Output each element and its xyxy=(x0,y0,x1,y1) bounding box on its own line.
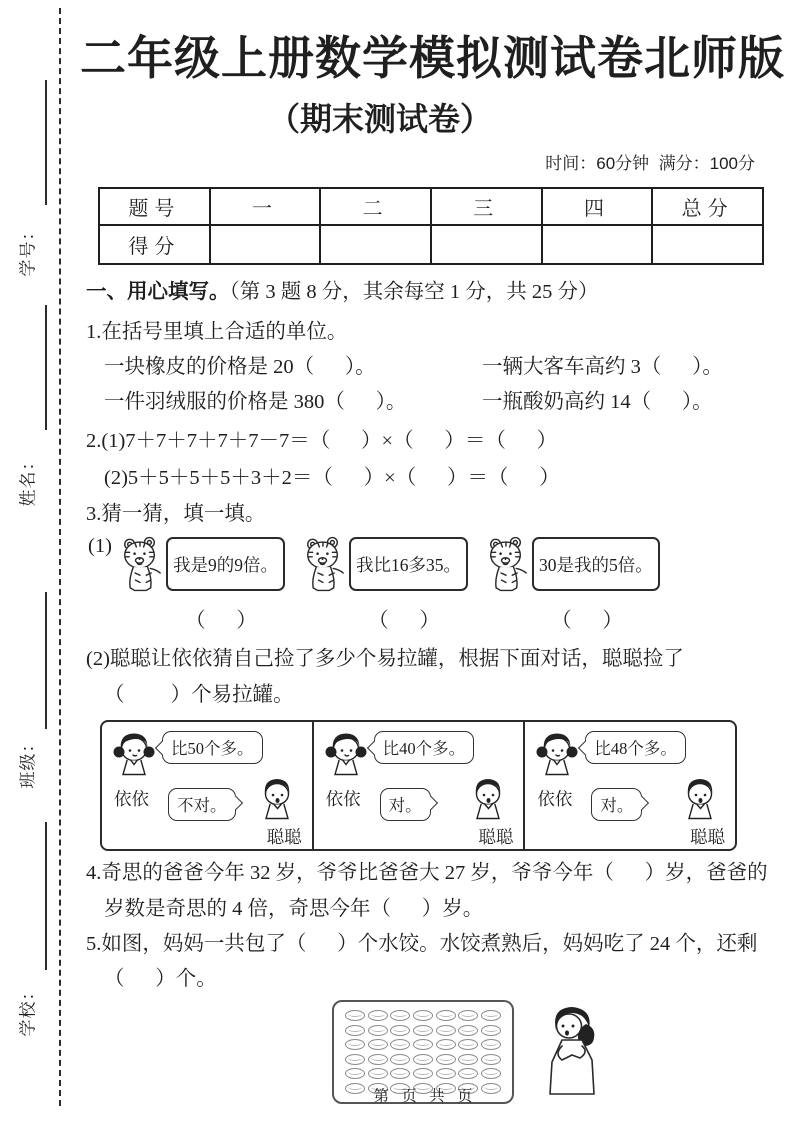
tiger-icon xyxy=(118,533,170,595)
dumpling-icon xyxy=(481,1068,501,1079)
girl-name: 依依 xyxy=(325,789,361,809)
dumpling-icon xyxy=(390,1025,410,1036)
tiger-icon xyxy=(301,533,353,595)
score-table xyxy=(98,187,764,265)
question-3-part-1 xyxy=(80,533,770,633)
dumpling-icon xyxy=(345,1054,365,1065)
boy-avatar xyxy=(466,775,510,827)
dumpling-icon xyxy=(481,1039,501,1050)
exam-meta: 时间：60分钟 满分：100分 xyxy=(545,154,755,173)
dumpling-icon xyxy=(413,1025,433,1036)
question-2-line-2: (2)5＋5＋5＋5＋3＋2＝（ ）×（ ）＝（ ） xyxy=(104,467,560,489)
section-one-heading-note: （第 3 题 8 分，其余每空 1 分，共 25 分） xyxy=(229,281,599,303)
student-name-blank-line xyxy=(45,305,47,430)
girl-avatar xyxy=(534,729,580,783)
dumpling-icon xyxy=(345,1039,365,1050)
tiger-riddle-group xyxy=(484,533,667,633)
girl-speech-bubble: 比48个多。 xyxy=(585,731,686,764)
score-header-cell: 题号 xyxy=(99,188,210,225)
boy-speech-bubble: 对。 xyxy=(591,788,642,821)
question-4-line-2: 岁数是奇思的 4 倍，奇思今年（ ）岁。 xyxy=(104,898,484,920)
dumpling-icon xyxy=(390,1068,410,1079)
score-header-cell: 二 xyxy=(320,188,431,225)
score-cell xyxy=(431,225,542,264)
school-blank-line xyxy=(45,822,47,970)
dialog-panel xyxy=(525,722,735,849)
dialog-panel xyxy=(102,722,314,849)
dumpling-icon xyxy=(481,1010,501,1021)
dumpling-icon xyxy=(368,1010,388,1021)
question-5-line-2: （ ）个。 xyxy=(104,968,217,990)
part-1-label: (1) xyxy=(88,535,112,557)
dumpling-icon xyxy=(436,1039,456,1050)
dumpling-icon xyxy=(368,1039,388,1050)
school-label: 学校： xyxy=(18,982,38,1037)
boy-speech-bubble: 对。 xyxy=(380,788,431,821)
boy-avatar xyxy=(678,775,722,827)
page-title: 二年级上册数学模拟测试卷北师版 xyxy=(80,32,785,84)
dumpling-icon xyxy=(458,1054,478,1065)
question-1-row xyxy=(80,389,770,416)
question-3-part-2-line-1: (2)聪聪让依依猜自己捡了多少个易拉罐，根据下面对话，聪聪捡了 xyxy=(86,648,684,670)
question-1-stem: 1.在括号里填上合适的单位。 xyxy=(86,321,348,343)
answer-blank: （ ） xyxy=(185,610,257,632)
tiger-icon xyxy=(484,533,536,595)
dumpling-icon xyxy=(368,1054,388,1065)
student-name-label: 姓名： xyxy=(18,452,38,507)
q1-item-jacket: 一件羽绒服的价格是 380（ ）。 xyxy=(104,391,407,413)
tiger-sign: 我比16多35。 xyxy=(349,537,468,591)
q1-item-bus: 一辆大客车高约 3（ ）。 xyxy=(482,356,723,378)
dumpling-icon xyxy=(436,1068,456,1079)
score-cell xyxy=(210,225,321,264)
class-blank-line xyxy=(45,592,47,729)
score-table-score-row xyxy=(99,225,763,264)
question-4-line-1: 4.奇思的爸爸今年 32 岁，爷爷比爸爸大 27 岁，爷爷今年（ ）岁，爸爸的 xyxy=(86,862,768,884)
score-table-header-row xyxy=(99,188,763,225)
page-subtitle: （期末测试卷） xyxy=(267,101,492,137)
boy-avatar xyxy=(255,775,299,827)
dumpling-icon xyxy=(390,1054,410,1065)
score-header-cell: 总分 xyxy=(652,188,763,225)
dumpling-icon xyxy=(368,1068,388,1079)
dumpling-icon xyxy=(436,1025,456,1036)
dialog-panel xyxy=(314,722,526,849)
score-cell xyxy=(652,225,763,264)
dumpling-icon xyxy=(413,1068,433,1079)
girl-name: 依依 xyxy=(537,789,573,809)
dumpling-icon xyxy=(368,1025,388,1036)
q1-item-yogurt: 一瓶酸奶高约 14（ ）。 xyxy=(482,391,713,413)
student-id-blank-line xyxy=(45,80,47,205)
score-cell xyxy=(542,225,653,264)
paper-body xyxy=(80,0,785,1104)
girl-speech-bubble: 比40个多。 xyxy=(374,731,475,764)
dialog-strip xyxy=(100,720,737,851)
dumpling-icon xyxy=(390,1039,410,1050)
score-header-cell: 四 xyxy=(542,188,653,225)
girl-avatar xyxy=(323,729,369,783)
dumpling-icon xyxy=(345,1025,365,1036)
seal-dashed-line xyxy=(59,8,61,1106)
score-header-cell: 一 xyxy=(210,188,321,225)
section-one-heading-title: 一、用心填写。 xyxy=(86,281,230,303)
class-label: 班级： xyxy=(18,734,38,789)
dumpling-icon xyxy=(458,1039,478,1050)
score-row-label: 得分 xyxy=(99,225,210,264)
section-one-heading xyxy=(80,279,770,306)
question-2-line-1: 2.(1)7＋7＋7＋7＋7－7＝（ ）×（ ）＝（ ） xyxy=(86,430,558,452)
dumpling-icon xyxy=(413,1054,433,1065)
girl-avatar xyxy=(111,729,157,783)
dumpling-icon xyxy=(481,1025,501,1036)
tiger-riddle-group xyxy=(118,533,301,633)
boy-name: 聪聪 xyxy=(266,827,302,847)
boy-speech-bubble: 不对。 xyxy=(168,788,236,821)
dumpling-icon xyxy=(436,1010,456,1021)
q1-item-eraser: 一块橡皮的价格是 20（ ）。 xyxy=(104,356,376,378)
dumpling-icon xyxy=(413,1010,433,1021)
tiger-riddle-group xyxy=(301,533,484,633)
answer-blank: （ ） xyxy=(368,610,440,632)
student-id-label: 学号： xyxy=(18,222,38,277)
question-1-row xyxy=(80,354,770,381)
tiger-sign: 我是9的9倍。 xyxy=(166,537,285,591)
tiger-sign: 30是我的5倍。 xyxy=(532,537,660,591)
question-5-line-1: 5.如图，妈妈一共包了（ ）个水饺。水饺煮熟后，妈妈吃了 24 个，还剩 xyxy=(86,933,758,955)
score-cell xyxy=(320,225,431,264)
dumpling-icon xyxy=(345,1068,365,1079)
dumpling-icon xyxy=(390,1010,410,1021)
boy-name: 聪聪 xyxy=(690,827,726,847)
dumpling-icon xyxy=(436,1054,456,1065)
dumpling-icon xyxy=(345,1010,365,1021)
dumpling-icon xyxy=(458,1010,478,1021)
girl-speech-bubble: 比50个多。 xyxy=(162,731,263,764)
answer-blank: （ ） xyxy=(551,610,623,632)
girl-name: 依依 xyxy=(114,789,149,809)
dumpling-icon xyxy=(481,1054,501,1065)
dumpling-icon xyxy=(458,1025,478,1036)
dumpling-icon xyxy=(458,1068,478,1079)
boy-name: 聪聪 xyxy=(478,827,514,847)
question-3-stem: 3.猜一猜，填一填。 xyxy=(86,503,266,525)
score-header-cell: 三 xyxy=(431,188,542,225)
question-3-part-2-line-2: （ ）个易拉罐。 xyxy=(104,684,294,706)
dumpling-icon xyxy=(413,1039,433,1050)
page-footer: 第 页 共 页 xyxy=(373,1088,477,1105)
